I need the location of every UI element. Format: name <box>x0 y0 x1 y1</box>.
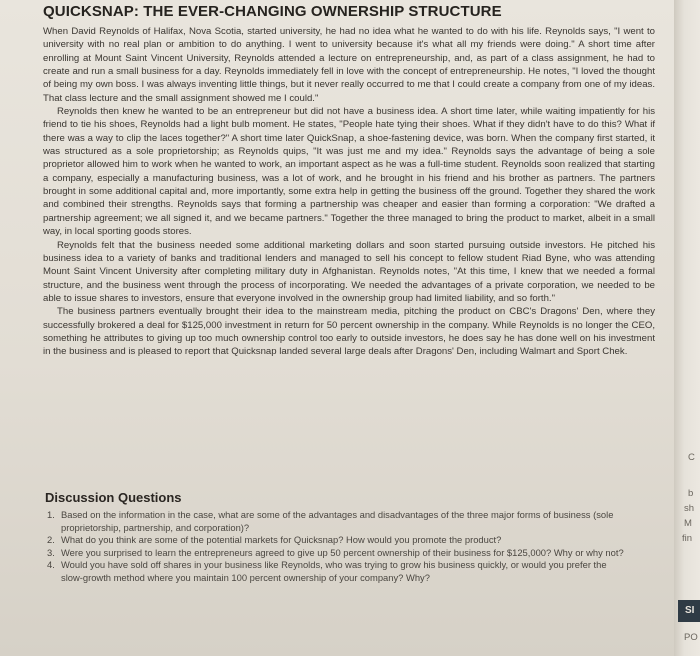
margin-fragment: fin <box>682 533 693 544</box>
question-text: Were you surprised to learn the entrepreneurs agreed to give up 50 percent ownership of their business for $125,000? Why or why not? <box>61 546 624 558</box>
question-1 <box>47 509 627 534</box>
case-body <box>43 25 655 359</box>
margin-fragment: sh <box>684 503 695 514</box>
side-tab-label: SI <box>678 600 700 622</box>
question-3 <box>47 547 627 560</box>
margin-fragment: M <box>684 518 692 529</box>
margin-fragment: C <box>688 452 695 463</box>
paragraph-1: When David Reynolds of Halifax, Nova Scotia, started university, he had no idea what he wanted to do with his life. Reynolds says, "I went to university with no real plan or ambition to do anything. I went to university because it's what all my friends were doing." A short time after enrolling at Mount Saint Vincent University, Reynolds attended a lecture on entrepreneurship, and, as part of a class assignment, he had to create and run a small business for a day. Reynolds immediately fell in love with the concept of entrepreneurship. He notes, "I loved the thought of being my own boss. I was always inventing little things, but it never really occurred to me that I could create a company from one of my ideas. That class lecture and the small assignment showed me I could." <box>43 26 655 104</box>
adjacent-page-edge <box>674 0 700 656</box>
discussion-heading: Discussion Questions <box>45 490 182 505</box>
paragraph-4: The business partners eventually brought their idea to the mainstream media, pitching the product on CBC's Dragons' Den, where they successfully brokered a deal for $125,000 investment in return for 50 percent ownership in the company. While Reynolds is no longer the CEO, something he attributes to giving up too much ownership control too early to outside investors, he does say he has done well on his investment in the business and is pleased to report that Quicksnap landed several large deals after Dragons' Den, including Walmart and Sport Chek. <box>43 306 655 358</box>
question-number: 2. <box>47 534 55 546</box>
discussion-questions <box>47 509 627 585</box>
paragraph-3: Reynolds felt that the business needed some additional marketing dollars and soon started pursuing outside investors. He pitched his business idea to a variety of banks and traditional lenders and managed to sell his concept to fellow student Riad Byne, who was attending Mount Saint Vincent University after completing military duty in Afghanistan. Reynolds notes, "At this time, I knew that we needed a formal structure, and the business went through the process of incorporating. We needed the advantages of a private corporation, we needed to be able to issue shares to investors, ensure that everyone involved in the ownership group had limited liability, and so forth." <box>43 239 655 304</box>
question-number: 1. <box>47 509 55 520</box>
paragraph-2: Reynolds then knew he wanted to be an entrepreneur but did not have a business idea. A short time later, while waiting impatiently for his friend to tie his shoes, Reynolds had a light bulb moment. He states, "People hate tying their shoes. What if they didn't have to do this? What if there was a way to clip the laces together?" A short time later QuickSnap, a shoe-fastening device, was born. When the company first started, it was structured as a sole proprietorship; as Reynolds quips, "It was just me and my idea." Reynolds says the advantage of being a sole proprietor allowed him to work when he wanted to work, an important aspect as he was a full-time student. Reynolds soon realized that starting a company, especially a manufacturing business, was a lot of work, and he brought in his friend and his brother as partners. The partners brought in some additional capital and, more importantly, some extra help in getting the business off the ground. Together they shared the work and combined their strengths. Reynolds says that forming a partnership was cheaper and easier than forming a corporation: "We drafted a partnership agreement; we all signed it, and we became partners." Together the three managed to bring the product to market, albeit in a small way, in local sporting goods stores. <box>43 106 655 238</box>
question-number: 3. <box>47 546 55 558</box>
question-number: 4. <box>47 559 55 571</box>
question-text: Would you have sold off shares in your business like Reynolds, who was trying to grow his business quickly, or would you prefer the slow-growth method where you maintain 100 percent ownership of your company? Why? <box>61 559 607 583</box>
margin-fragment: PO <box>684 632 698 643</box>
case-title: QUICKSNAP: THE EVER-CHANGING OWNERSHIP STRUCTURE <box>43 3 502 20</box>
question-text: What do you think are some of the potential markets for Quicksnap? How would you promote the product? <box>61 534 502 546</box>
margin-fragment: b <box>688 488 694 499</box>
question-4 <box>47 559 627 584</box>
question-2 <box>47 534 627 547</box>
question-text: Based on the information in the case, what are some of the advantages and disadvantages of the three major forms of business (sole proprietorship, partnership, and corporation)? <box>61 509 614 533</box>
